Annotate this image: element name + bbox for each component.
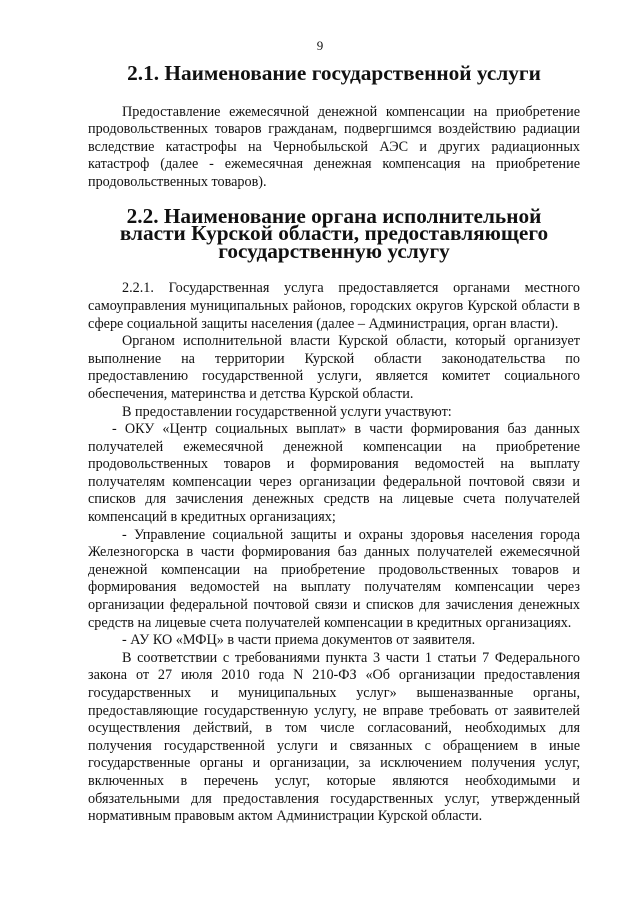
list-item-mfc: - АУ КО «МФЦ» в части приема документов от заявителя.: [122, 632, 476, 649]
section-2-2-heading: 2.2. Наименование органа исполнительной власти Курской области, предоставляющего государственную услугу: [119, 203, 549, 263]
page-number: 9: [316, 38, 324, 53]
list-item-zheleznogorsk-department: - Управление социальной защиты и охраны здоровья населения города Железногорска в части формирования баз данных получателей ежемесячной денежной компенсации на приобретение продовольственных товаров и формирования ведомостей на выплату получателям компенсации через организации федеральной почтовой связи и списков для зачисления денежных средств на лицевые счета получателей компенсации в кредитных организациях.: [88, 526, 580, 631]
section-2-1-heading: 2.1. Наименование государственной услуги: [127, 61, 541, 85]
page-content: [88, 60, 580, 826]
paragraph-executive-body: Органом исполнительной власти Курской области, который организует выполнение на территории Курской области законодательства по предоставлению государственной услуги, является комитет социального обеспечения, материнства и детства Курской области.: [88, 333, 580, 402]
section-2-1-paragraph: Предоставление ежемесячной денежной компенсации на приобретение продовольственных товаров гражданам, подвергшимся воздействию радиации вследствие катастрофы на Чернобыльской АЭС и других радиационных катастроф (далее - ежемесячная денежная компенсация на приобретение продовольственных товаров).: [88, 103, 580, 190]
list-item-oku-center: - ОКУ «Центр социальных выплат» в части формирования баз данных получателей ежемесячной денежной компенсации на приобретение продовольственных товаров и формирования ведомостей на выплату получателям компенсации через организации федеральной почтовой связи и списков для зачисления денежных средств на лицевые счета получателей компенсаций в кредитных организациях;: [88, 421, 580, 526]
paragraph-2-2-1: 2.2.1. Государственная услуга предоставляется органами местного самоуправления муниципальных районов, городских округов Курской области в сфере социальной защиты населения (далее – Администрация, орган власти).: [88, 280, 580, 332]
paragraph-federal-law: В соответствии с требованиями пункта 3 части 1 статьи 7 Федерального закона от 27 июля 2010 года N 210-ФЗ «Об организации предоставления государственных и муниципальных услуг» вышеназванные органы, предоставляющие государственную услугу, не вправе требовать от заявителей осуществления действий, в том числе согласований, необходимых для получения государственной услуги и связанных с обращением в иные государственные органы и организации, за исключением получения услуг, включенных в перечень услуг, которые являются необходимыми и обязательными для предоставления государственных услуг, утвержденный нормативным правовым актом Администрации Курской области.: [88, 649, 580, 825]
paragraph-participants-intro: В предоставлении государственной услуги участвуют:: [122, 403, 452, 420]
